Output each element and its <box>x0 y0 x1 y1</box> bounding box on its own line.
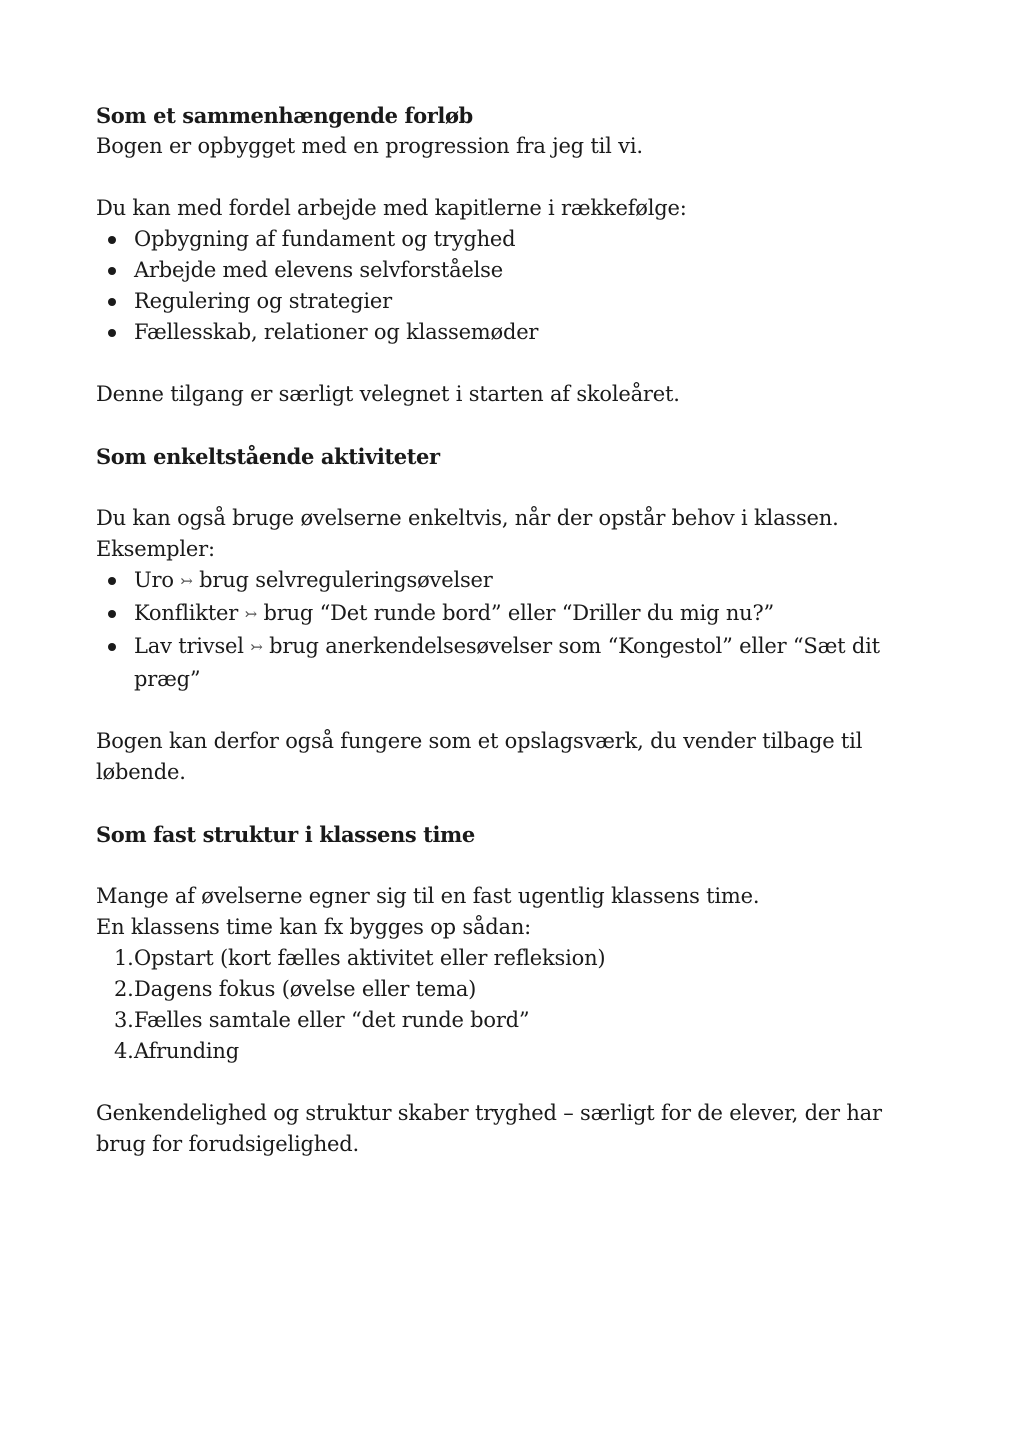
list-item: Arbejde med elevens selvforståelse <box>96 255 936 286</box>
list-item: Regulering og strategier <box>96 286 936 317</box>
section-heading-sammenhaengende: Som et sammenhængende forløb <box>96 103 473 128</box>
section2-intro: Du kan også bruge øvelserne enkeltvis, når der opstår behov i klassen. <box>96 506 839 530</box>
spacer <box>96 162 936 193</box>
action-label: brug “Det runde bord” eller “Driller du mig nu?” <box>263 601 775 625</box>
list-number: 3. <box>114 1008 134 1032</box>
action-label: brug selvreguleringsøvelser <box>199 568 493 592</box>
list-item: Opbygning af fundament og tryghed <box>96 224 936 255</box>
list-item: Fællesskab, relationer og klassemøder <box>96 317 936 348</box>
section2-lead: Eksempler: <box>96 537 215 561</box>
list-item <box>96 974 936 1005</box>
spacer <box>96 472 936 503</box>
example-list <box>96 565 936 695</box>
section2-closing: Bogen kan derfor også fungere som et opslagsværk, du vender tilbage til løbende. <box>96 729 863 784</box>
spacer <box>96 788 936 819</box>
section1-lead: Du kan med fordel arbejde med kapitlerne i rækkefølge: <box>96 196 687 220</box>
list-item <box>96 598 936 631</box>
section3-lead: En klassens time kan fx bygges op sådan: <box>96 915 532 939</box>
action-label: brug anerkendelsesøvelser som “Kongestol” eller “Sæt dit præg” <box>134 634 880 691</box>
spacer <box>96 410 936 441</box>
list-item <box>96 631 936 695</box>
list-item <box>96 565 936 598</box>
list-item <box>96 1005 936 1036</box>
spacer <box>96 348 936 379</box>
section3-intro: Mange af øvelserne egner sig til en fast ugentlig klassens time. <box>96 884 760 908</box>
list-number: 1. <box>114 946 134 970</box>
section1-intro: Bogen er opbygget med en progression fra jeg til vi. <box>96 134 643 158</box>
list-number: 4. <box>114 1039 134 1063</box>
situation-label: Lav trivsel <box>134 634 244 658</box>
section1-closing: Denne tilgang er særligt velegnet i starten af skoleåret. <box>96 382 680 406</box>
section3-closing: Genkendelighed og struktur skaber tryghed – særligt for de elever, der har brug for forudsigelighed. <box>96 1101 882 1156</box>
arrow-icon: ↣ <box>180 572 193 590</box>
list-number: 2. <box>114 977 134 1001</box>
spacer <box>96 1067 936 1098</box>
list-item-text: Opstart (kort fælles aktivitet eller refleksion) <box>134 946 606 970</box>
section-heading-fast-struktur: Som fast struktur i klassens time <box>96 822 475 847</box>
situation-label: Uro <box>134 568 174 592</box>
lesson-structure-list <box>96 943 936 1067</box>
arrow-icon: ↣ <box>250 638 263 656</box>
document-page <box>96 100 936 1160</box>
list-item-text: Fælles samtale eller “det runde bord” <box>134 1008 530 1032</box>
chapter-list <box>96 224 936 348</box>
spacer <box>96 850 936 881</box>
arrow-icon: ↣ <box>244 605 257 623</box>
list-item <box>96 1036 936 1067</box>
spacer <box>96 695 936 726</box>
list-item-text: Dagens fokus (øvelse eller tema) <box>134 977 477 1001</box>
list-item <box>96 943 936 974</box>
section-heading-enkeltstaaende: Som enkeltstående aktiviteter <box>96 444 440 469</box>
list-item-text: Afrunding <box>134 1039 239 1063</box>
situation-label: Konflikter <box>134 601 239 625</box>
